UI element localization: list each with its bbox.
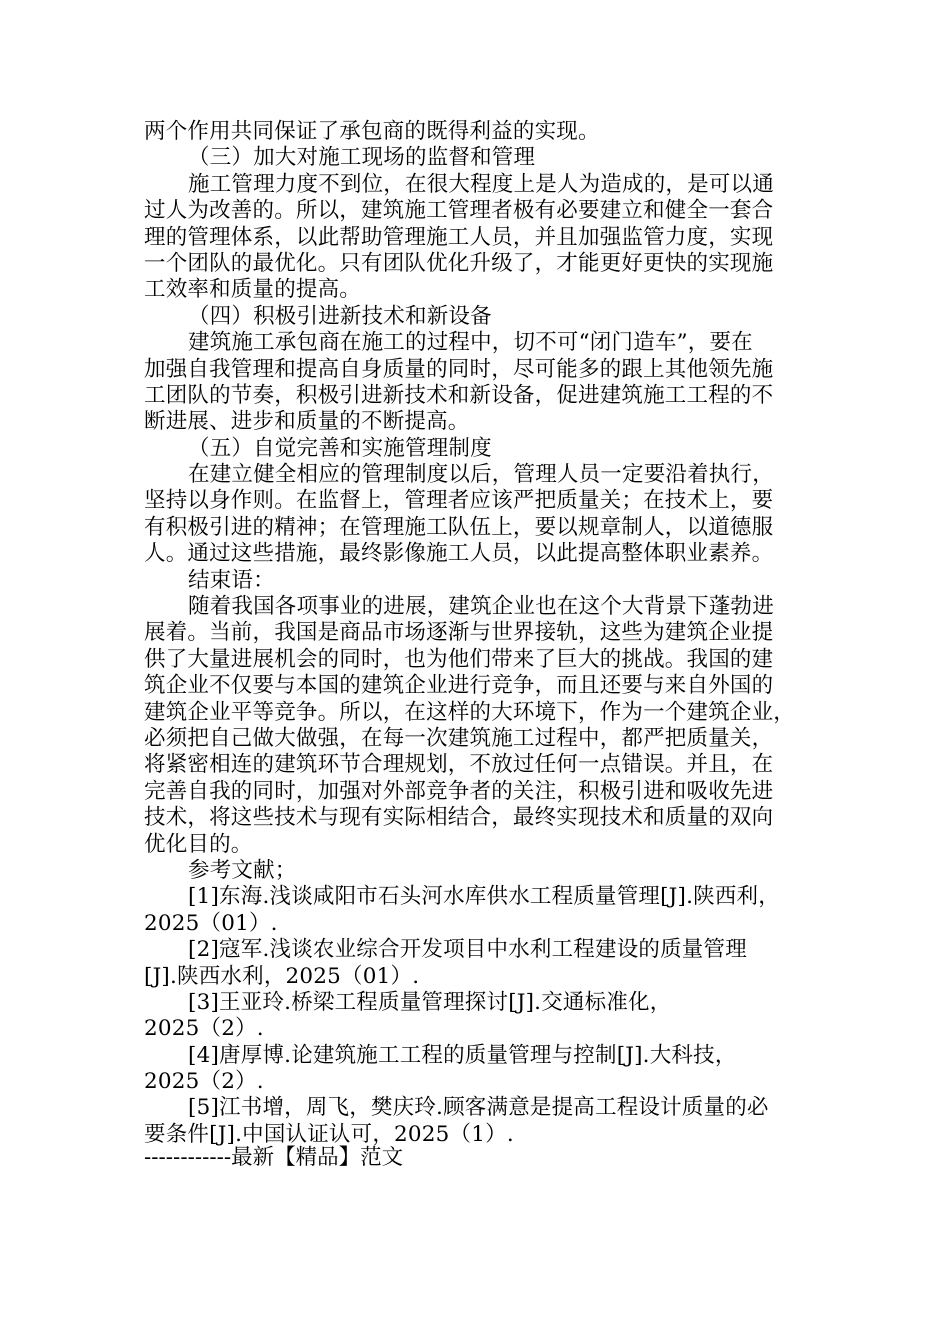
footer-text: ------------最新【精品】范文 (144, 1145, 404, 1170)
text-line: 筑企业不仅要与本国的建筑企业进行竞争，而且还要与来自外国的 (144, 673, 774, 699)
text-line: 断进展、进步和质量的不断提高。 (144, 409, 470, 435)
text-line: 在建立健全相应的管理制度以后，管理人员一定要沿着执行， (188, 462, 774, 488)
text-line: [5]江书增，周飞，樊庆玲.顾客满意是提高工程设计质量的必 (188, 1095, 769, 1121)
text-line: 2025（2）. (144, 1069, 264, 1095)
text-line: 加强自我管理和提高自身质量的同时，尽可能多的跟上其他领先施 (144, 356, 774, 382)
text-line: 2025（2）. (144, 1016, 264, 1042)
text-line: 施工管理力度不到位，在很大程度上是人为造成的，是可以通 (188, 171, 774, 197)
text-line: [2]寇军.浅谈农业综合开发项目中水利工程建设的质量管理 (188, 937, 747, 963)
text-line: [1]东海.浅谈咸阳市石头河水库供水工程质量管理[J].陕西利， (188, 884, 780, 910)
text-line: [4]唐厚博.论建筑施工工程的质量管理与控制[J].大科技， (188, 1042, 737, 1068)
text-line: 技术，将这些技术与现有实际相结合，最终实现技术和质量的双向 (144, 805, 774, 831)
text-line: 展着。当前，我国是商品市场逐渐与世界接轨，这些为建筑企业提 (144, 620, 774, 646)
text-line: 工效率和质量的提高。 (144, 277, 362, 303)
text-line: 要条件[J].中国认证认可，2025（1）. (144, 1121, 514, 1147)
text-line: 供了大量进展机会的同时，也为他们带来了巨大的挑战。我国的建 (144, 646, 774, 672)
text-line: 两个作用共同保证了承包商的既得利益的实现。 (144, 119, 600, 144)
text-line: （四）积极引进新技术和新设备 (188, 303, 492, 329)
text-line: 将紧密相连的建筑环节合理规划，不放过任何一点错误。并且，在 (144, 752, 774, 778)
text-line: （三）加大对施工现场的监督和管理 (188, 145, 536, 171)
text-line: 完善自我的同时，加强对外部竞争者的关注，积极引进和吸收先进 (144, 778, 774, 804)
text-line: 有积极引进的精神；在管理施工队伍上，要以规章制人，以道德服 (144, 514, 774, 540)
text-line: 必须把自己做大做强，在每一次建筑施工过程中，都严把质量关， (144, 725, 774, 751)
text-line: 建筑企业平等竞争。所以，在这样的大环境下，作为一个建筑企业， (144, 699, 796, 725)
text-line: [3]王亚玲.桥梁工程质量管理探讨[J].交通标准化， (188, 989, 672, 1015)
text-line: 2025（01）. (144, 910, 278, 936)
text-line: 过人为改善的。所以，建筑施工管理者极有必要建立和健全一套合 (144, 198, 774, 224)
page-footer (144, 1144, 403, 1172)
text-line: 工团队的节奏，积极引进新技术和新设备，促进建筑施工工程的不 (144, 382, 774, 408)
text-line: [J].陕西水利，2025（01）. (144, 963, 420, 989)
document-body (144, 119, 808, 1148)
text-line: 优化目的。 (144, 831, 253, 857)
text-line: （五）自觉完善和实施管理制度 (188, 435, 492, 461)
text-line: 参考文献； (188, 857, 297, 883)
text-line: 随着我国各项事业的进展，建筑企业也在这个大背景下蓬勃进 (188, 594, 774, 620)
text-line: 坚持以身作则。在监督上，管理者应该严把质量关；在技术上，要 (144, 488, 774, 514)
text-line: 结束语： (188, 567, 275, 593)
text-line: 理的管理体系，以此帮助管理施工人员，并且加强监管力度，实现 (144, 224, 774, 250)
text-line: 一个团队的最优化。只有团队优化升级了，才能更好更快的实现施 (144, 250, 774, 276)
text-line: 人。通过这些措施，最终影像施工人员，以此提高整体职业素养。 (144, 541, 774, 567)
text-line: 建筑施工承包商在施工的过程中，切不可“闭门造车”，要在 (188, 330, 753, 356)
